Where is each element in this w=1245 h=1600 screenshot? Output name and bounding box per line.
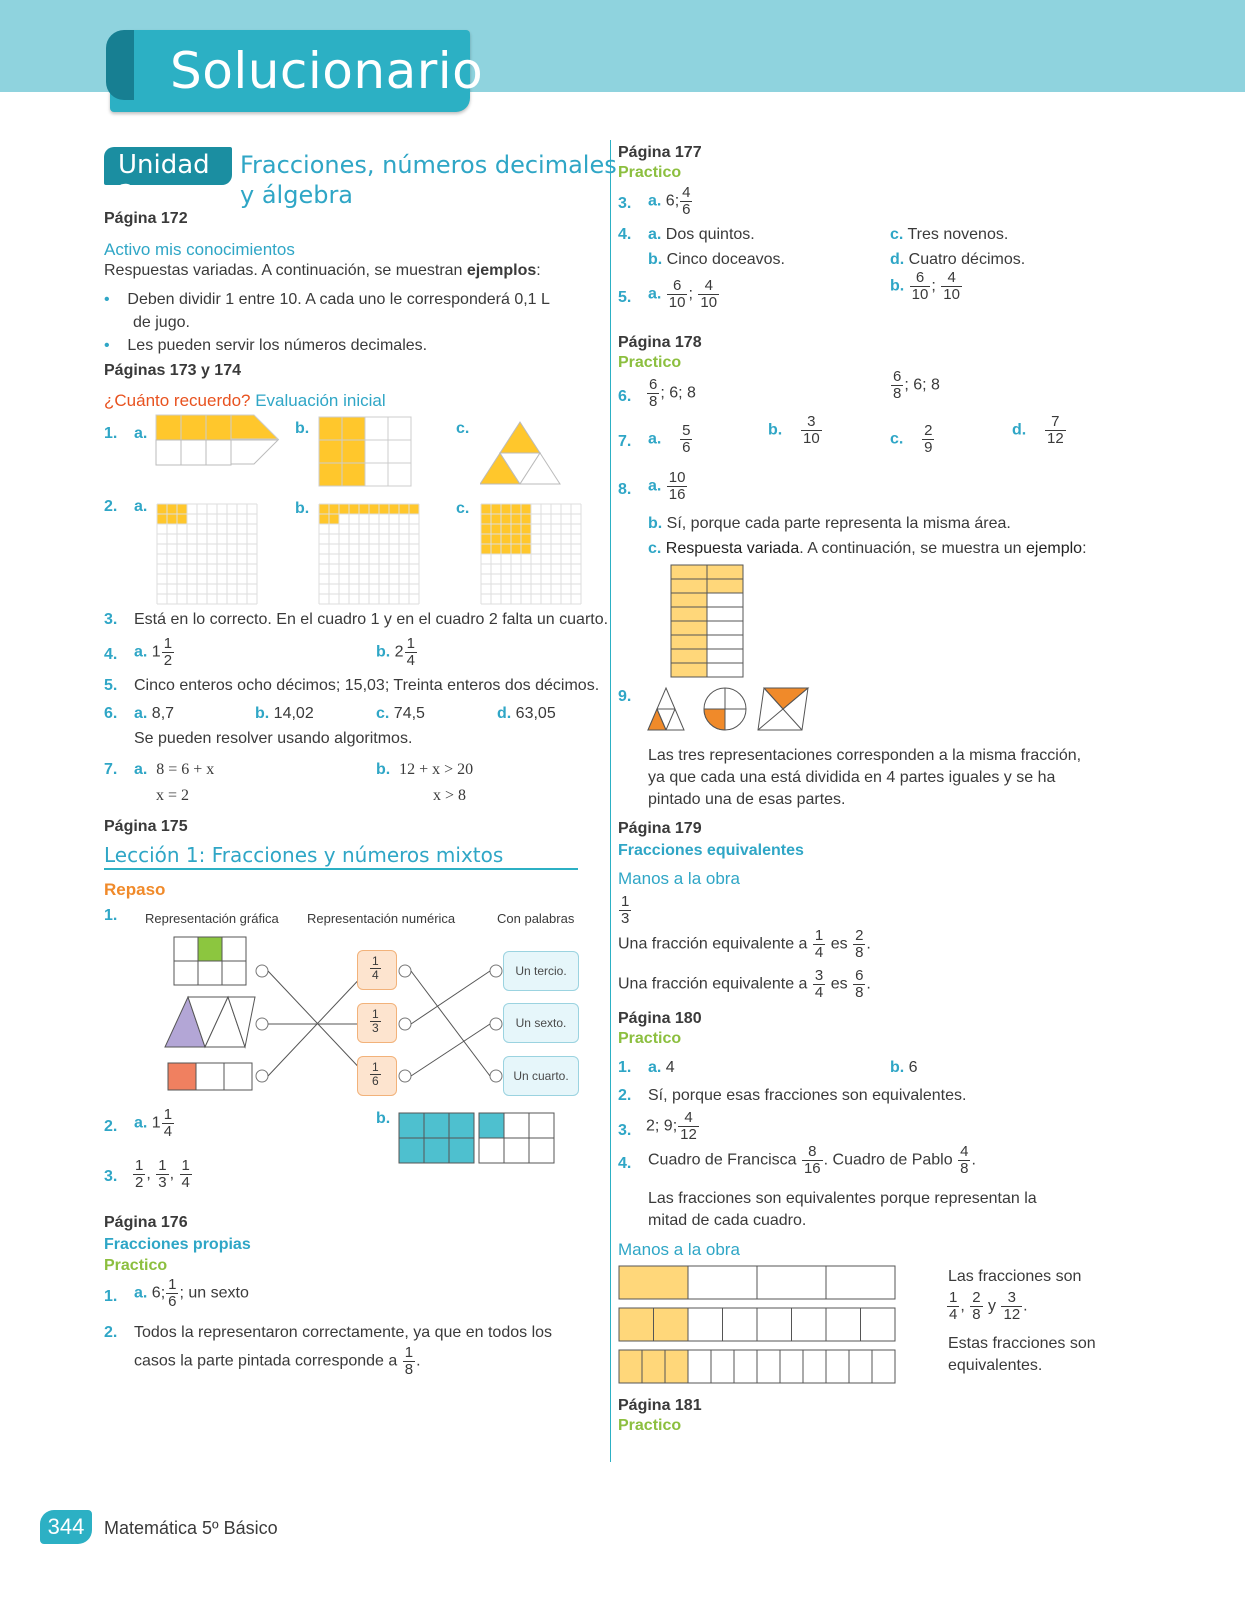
- unit-badge: Unidad 3: [104, 147, 232, 185]
- page-heading-172: Página 172: [104, 210, 188, 227]
- page-heading-180: Página 180: [618, 1010, 702, 1027]
- section-activo: Activo mis conocimientos: [104, 240, 295, 259]
- q4-number: 4.: [104, 646, 118, 663]
- p178-q7c: c. $\frac{2}{9}$: [890, 422, 933, 456]
- p178-q6: $\frac{6}{8}$ ; 6; 8: [649, 376, 696, 410]
- p178-q6-number: 6.: [618, 388, 632, 405]
- p178-q7d: d. $\frac{7}{12}$: [1012, 413, 1064, 447]
- p178-q9-explanation: Las tres representaciones corresponden a la misma fracción, ya que cada una está dividida en 4 partes iguales y se ha pintado una de esas partes.: [648, 747, 1082, 808]
- intro-text: Respuestas variadas. A continuación, se muestran ejemplos:: [104, 262, 541, 279]
- fraction-box-1: $\frac{1}{4}$: [357, 950, 397, 990]
- fraction-box-2: $\frac{1}{3}$: [357, 1003, 397, 1043]
- q3-number: 3.: [104, 611, 118, 628]
- section-propias: Fracciones propias: [104, 1236, 251, 1253]
- section-practico-178: Practico: [618, 354, 682, 371]
- section-practico-176: Practico: [104, 1257, 168, 1274]
- q7b-result: x > 8: [433, 787, 467, 804]
- p177-q4d: d. Cuatro décimos.: [890, 251, 1026, 268]
- p177-q5-number: 5.: [618, 289, 632, 306]
- p180-q2: Sí, porque esas fracciones son equivalentes.: [648, 1087, 967, 1104]
- p177-q4c: c. Tres novenos.: [890, 226, 1009, 243]
- q7-number: 7.: [104, 761, 118, 778]
- p177-q3-number: 3.: [618, 195, 632, 212]
- p176-q1-number: 1.: [104, 1288, 118, 1305]
- q7a: a. 8 = 6 + x: [134, 761, 215, 778]
- page-title: Solucionario: [170, 42, 484, 100]
- q1b-figure: [318, 416, 414, 488]
- fractions-list: $\frac{1}{4}$ , $\frac{2}{8}$ y $\frac{3}{12}$ .: [949, 1289, 1028, 1323]
- page-heading-177: Página 177: [618, 144, 702, 161]
- q6-note: Se pueden resolver usando algoritmos.: [134, 730, 413, 747]
- q6b: b. 14,02: [255, 705, 314, 722]
- page-heading-173: Páginas 173 y 174: [104, 362, 241, 379]
- q1-number: 1.: [104, 425, 118, 442]
- r1-number: 1.: [104, 907, 118, 924]
- p176-q1a: a. 6; $\frac{1}{6}$ ; un sexto: [134, 1276, 249, 1310]
- p176-q2-line1: Todos la representaron correctamente, ya que en todos los: [134, 1324, 553, 1341]
- section-practico-181: Practico: [618, 1417, 682, 1434]
- r2b-label: b.: [376, 1110, 391, 1127]
- p178-q6-alt: $\frac{6}{8}$ ; 6; 8: [893, 368, 940, 402]
- p176-q2-number: 2.: [104, 1324, 118, 1341]
- page-heading-179: Página 179: [618, 820, 702, 837]
- p180-q4: Cuadro de Francisca $\frac{8}{16}$ . Cuadro de Pablo $\frac{4}{8}$ .: [648, 1143, 976, 1177]
- fraction-box-3: $\frac{1}{6}$: [357, 1056, 397, 1096]
- p178-q7b: b. $\frac{3}{10}$: [768, 413, 820, 447]
- p178-q8a: a. $\frac{10}{16}$: [648, 469, 686, 503]
- section-practico-177: Practico: [618, 164, 682, 181]
- fractions-intro: Las fracciones son: [948, 1268, 1082, 1285]
- q1b-label: b.: [295, 420, 310, 437]
- r2b-figure: [398, 1112, 558, 1164]
- p176-q2-line2: casos la parte pintada corresponde a $\frac{1}{8}$ .: [134, 1344, 421, 1378]
- q4a-answer: a. 1 $\frac{1}{2}$: [134, 635, 173, 669]
- q6a: a. 8,7: [134, 705, 175, 722]
- p177-q5b: b. $\frac{6}{10}$ ; $\frac{4}{10}$: [890, 269, 960, 303]
- r2-number: 2.: [104, 1118, 118, 1135]
- col-header-numerica: Representación numérica: [307, 911, 456, 926]
- col-header-palabras: Con palabras: [497, 911, 575, 926]
- p177-q4a: a. Dos quintos.: [648, 226, 755, 243]
- q5-number: 5.: [104, 677, 118, 694]
- section-practico-180: Practico: [618, 1030, 682, 1047]
- page-number: 344: [40, 1510, 92, 1544]
- q2a-label: a.: [134, 498, 148, 515]
- p178-q8c: c. Respuesta variada. A continuación, se muestra un ejemplo:: [648, 540, 1087, 557]
- col-header-grafica: Representación gráfica: [145, 911, 279, 926]
- p177-q5a: a. $\frac{6}{10}$ ; $\frac{4}{10}$: [648, 277, 718, 311]
- q7b: b. 12 + x > 20: [376, 761, 474, 778]
- q6d: d. 63,05: [497, 705, 556, 722]
- footer-book-title: Matemática 5º Básico: [104, 1518, 278, 1538]
- p180-q1a: a. 4: [648, 1059, 675, 1076]
- q7a-result: x = 2: [156, 787, 190, 804]
- word-box-sexto: Un sexto.: [503, 1003, 579, 1043]
- lesson-title: Lección 1: Fracciones y números mixtos: [104, 843, 504, 867]
- section-equivalentes: Fracciones equivalentes: [618, 842, 804, 859]
- q2c-label: c.: [456, 500, 470, 517]
- q2a-grid: [156, 503, 258, 605]
- page-heading-176: Página 176: [104, 1214, 188, 1231]
- q1c-figure: [480, 420, 562, 486]
- p178-q8c-figure: [670, 564, 744, 678]
- r2a-answer: a. 1 $\frac{1}{4}$: [134, 1106, 173, 1140]
- lesson-underline: [104, 868, 578, 870]
- r3-answer: $\frac{1}{2}$ , $\frac{1}{3}$ , $\frac{1}{4}$: [135, 1157, 190, 1191]
- p180-q3: 2; 9; $\frac{4}{12}$: [646, 1109, 697, 1143]
- p177-q3a: a. 6; $\frac{4}{6}$: [648, 184, 691, 218]
- q2c-grid: [480, 503, 582, 605]
- page-heading-178: Página 178: [618, 334, 702, 351]
- unit-title: Fracciones, números decimales y álgebra: [240, 151, 617, 209]
- q6-number: 6.: [104, 705, 118, 722]
- q2-number: 2.: [104, 498, 118, 515]
- bullet-list: • Deben dividir 1 entre 10. A cada uno le corresponderá 0,1 L de jugo. • Les pueden servir los números decimales.: [104, 291, 550, 354]
- section-manos-179: Manos a la obra: [618, 869, 740, 888]
- q1a-label: a.: [134, 425, 148, 442]
- p180-q1b: b. 6: [890, 1059, 918, 1076]
- p180-q4-note: Las fracciones son equivalentes porque representan la mitad de cada cuadro.: [648, 1190, 1037, 1229]
- fractions-conclusion: Estas fracciones son equivalentes.: [948, 1335, 1096, 1374]
- p177-q4b: b. Cinco doceavos.: [648, 251, 785, 268]
- q6c: c. 74,5: [376, 705, 425, 722]
- p178-q8-number: 8.: [618, 481, 632, 498]
- r3-number: 3.: [104, 1168, 118, 1185]
- q1c-label: c.: [456, 420, 470, 437]
- page-heading-175: Página 175: [104, 818, 188, 835]
- q1a-figure: [155, 414, 285, 466]
- p179-eq2: Una fracción equivalente a $\frac{3}{4}$ es $\frac{6}{8}$ .: [618, 967, 871, 1001]
- p178-q7-number: 7.: [618, 433, 632, 450]
- p180-q4-number: 4.: [618, 1155, 632, 1172]
- p180-q1-number: 1.: [618, 1059, 632, 1076]
- section-repaso: Repaso: [104, 880, 166, 899]
- p180-q3-number: 3.: [618, 1122, 632, 1139]
- column-divider: [610, 140, 611, 1462]
- q3-answer: Está en lo correcto. En el cuadro 1 y en el cuadro 2 falta un cuarto.: [134, 611, 609, 628]
- p179-fraction: $\frac{1}{3}$: [621, 893, 630, 927]
- q4b-answer: b. 2 $\frac{1}{4}$: [376, 635, 415, 669]
- q5-answer: Cinco enteros ocho décimos; 15,03; Treinta enteros dos décimos.: [134, 677, 600, 694]
- q2b-label: b.: [295, 500, 310, 517]
- p179-eq1: Una fracción equivalente a $\frac{1}{4}$ es $\frac{2}{8}$ .: [618, 927, 871, 961]
- q2b-grid: [318, 503, 420, 605]
- word-box-cuarto: Un cuarto.: [503, 1056, 579, 1096]
- page-heading-181: Página 181: [618, 1397, 702, 1414]
- word-box-tercio: Un tercio.: [503, 951, 579, 991]
- p178-q7a: a. $\frac{5}{6}$: [648, 422, 691, 456]
- p178-q9-number: 9.: [618, 688, 632, 705]
- p180-q2-number: 2.: [618, 1087, 632, 1104]
- p177-q4-number: 4.: [618, 226, 632, 243]
- p178-q9-figures: [646, 686, 816, 734]
- equivalent-bars-figure: [618, 1265, 900, 1387]
- section-manos-180: Manos a la obra: [618, 1240, 740, 1259]
- p178-q8b: b. Sí, porque cada parte representa la misma área.: [648, 515, 1011, 532]
- section-cuanto: ¿Cuánto recuerdo? Evaluación inicial: [104, 391, 386, 410]
